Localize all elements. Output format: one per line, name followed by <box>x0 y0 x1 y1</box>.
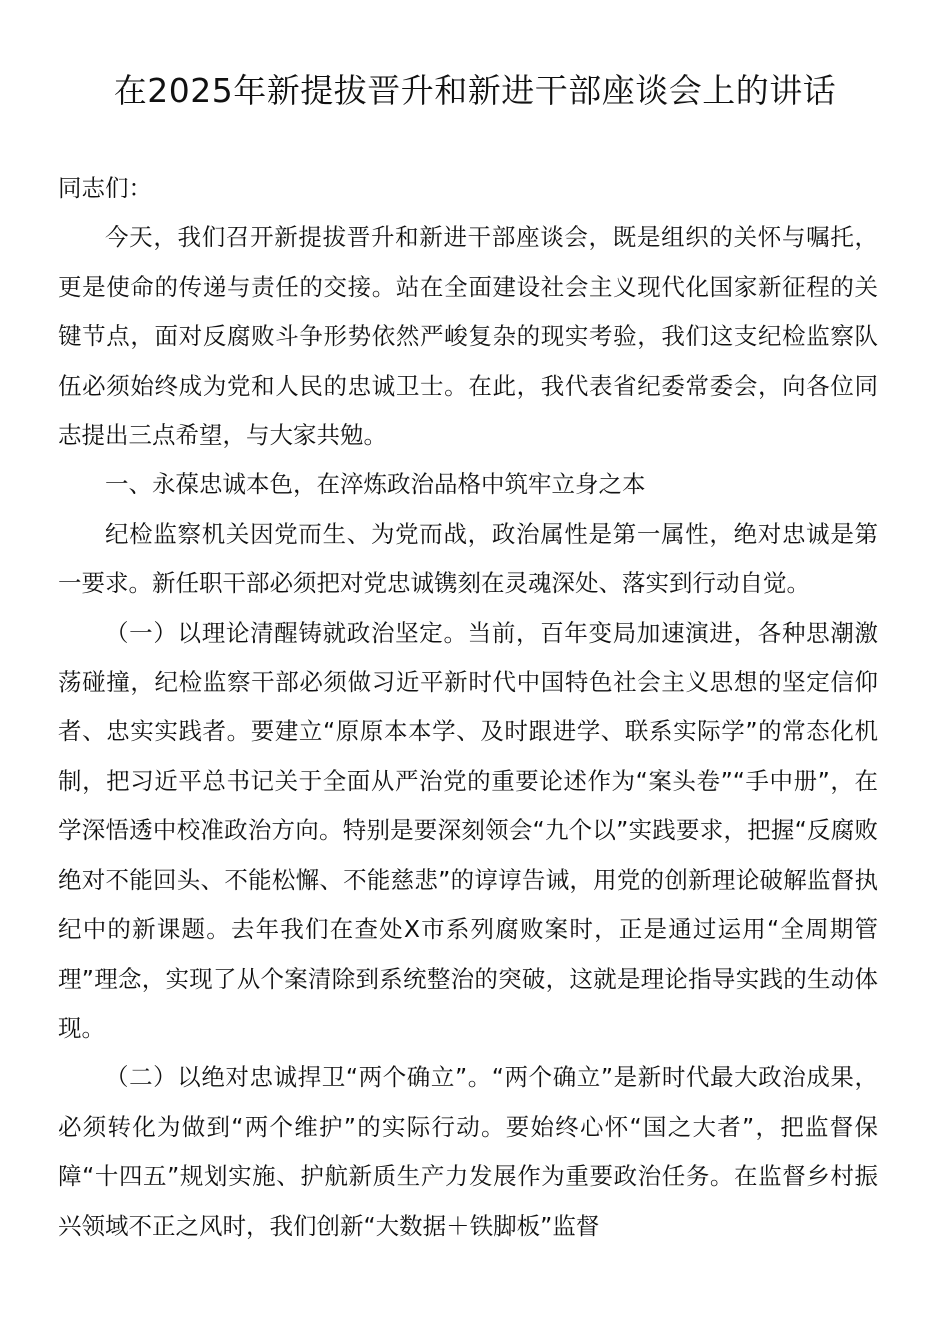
document-body <box>58 164 878 1251</box>
section-heading-1: 一、永葆忠诚本色，在淬炼政治品格中筑牢立身之本 <box>105 470 646 499</box>
paragraph-section-1-intro: 纪检监察机关因党而生、为党而战，政治属性是第一属性，绝对忠诚是第一要求。新任职干部必须把对党忠诚镌刻在灵魂深处、落实到行动自觉。 <box>58 519 878 598</box>
document-title: 在2025年新提拔晋升和新进干部座谈会上的讲话 <box>113 71 837 110</box>
paragraph-subsection-1: （一）以理论清醒铸就政治坚定。当前，百年变局加速演进，各种思潮激荡碰撞，纪检监察干部必须做习近平新时代中国特色社会主义思想的坚定信仰者、忠实实践者。要建立“原原本本学、及时跟进学、联系实际学”的常态化机制，把习近平总书记关于全面从严治党的重要论述作为“案头卷”“手中册”，在学深悟透中校准政治方向。特别是要深刻领会“九个以”实践要求，把握“反腐败绝对不能回头、不能松懈、不能慈悲”的谆谆告诫，用党的创新理论破解监督执纪中的新课题。去年我们在查处X市系列腐败案时，正是通过运用“全周期管理”理念，实现了从个案清除到系统整治的突破，这就是理论指导实践的生动体现。 <box>58 618 878 1042</box>
salutation: 同志们： <box>58 174 152 202</box>
paragraph-intro: 今天，我们召开新提拔晋升和新进干部座谈会，既是组织的关怀与嘱托，更是使命的传递与责任的交接。站在全面建设社会主义现代化国家新征程的关键节点，面对反腐败斗争形势依然严峻复杂的现实考验，我们这支纪检监察队伍必须始终成为党和人民的忠诚卫士。在此，我代表省纪委常委会，向各位同志提出三点希望，与大家共勉。 <box>58 223 878 450</box>
paragraph-subsection-2: （二）以绝对忠诚捍卫“两个确立”。“两个确立”是新时代最大政治成果，必须转化为做到“两个维护”的实际行动。要始终心怀“国之大者”，把监督保障“十四五”规划实施、护航新质生产力发展作为重要政治任务。在监督乡村振兴领域不正之风时，我们创新“大数据＋铁脚板”监督 <box>58 1063 878 1240</box>
